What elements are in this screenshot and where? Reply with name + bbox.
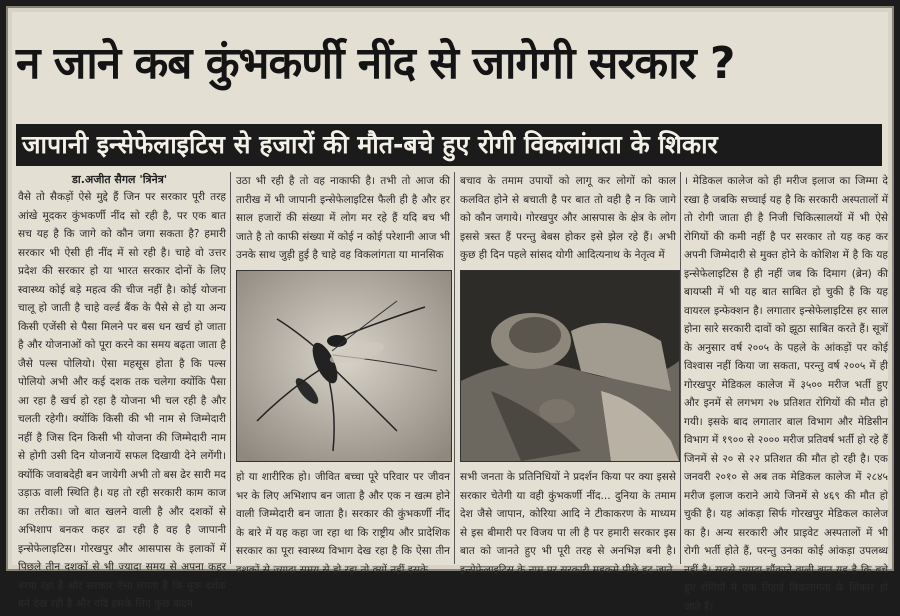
- column-divider: [454, 172, 455, 564]
- mosquito-image: [237, 271, 451, 461]
- patient-image: [461, 271, 679, 461]
- newspaper-clipping: [12, 12, 888, 613]
- byline: डा.अजीत सैगल 'त्रिनेत्र': [72, 173, 168, 186]
- headline: न जाने कब कुंभकर्णी नींद से जागेगी सरकार ?: [16, 38, 735, 89]
- column-divider: [230, 172, 231, 564]
- article-column-2-top: उठा भी रही है तो वह नाकाफी है। तभी तो आज की तारीख में भी जापानी इन्सेफेलाइटिस फैली ही है और हर साल हजारों की संख्या में लोग मर रहे हैं यदि बच भी जाते है तो काफी संख्या में कोई न कोई परेशानी आज भी उनके साथ जुड़ी हुई है चाहे वह विकलांगता या मानसिक: [236, 175, 450, 261]
- mosquito-photo: [236, 270, 452, 462]
- patient-photo: [460, 270, 680, 462]
- clipping-frame: [6, 6, 894, 613]
- article-column-3-top: बचाव के तमाम उपायों को लागू कर लोगों को काल कलवित होने से बचाती है पर बात तो वही है न कि जागे को कौन जगाये। गोरखपुर और आसपास के क्षेत्र के लोग इससे त्रस्त हैं परन्तु बेबस होकर इसे झेल रहे हैं। अभी कुछ ही दिन पहले सांसद योगी आदित्यनाथ के नेतृत्व में: [460, 175, 676, 261]
- column-divider: [680, 172, 681, 564]
- article-column-3-bottom: सभी जनता के प्रतिनिधियों ने प्रदर्शन किया पर क्या इससे सरकार चेतेगी या वही कुंभकर्णी नींद... दुनिया के तमाम देश जैसे जापान, कोरिया आदि ने टीकाकरण के माध्यम से इस बीमारी पर विजय पा ली है पर हमारी सरकार इस बात को जानते हुए भी पूरी तरह से अनभिज्ञ बनी है। इन्सेफेलाइटिस के नाम पर सरकारी महकमे पीछे हट जाते: [460, 471, 676, 576]
- subheadline-band: जापानी इन्सेफेलाइटिस से हजारों की मौत-बचे हुए रोगी विकलांगता के शिकार: [16, 124, 882, 166]
- article-column-4: । मेडिकल कालेज को ही मरीज इलाज का जिम्मा दे रखा है जबकि सच्चाई यह है कि सरकारी अस्पतालों में तो रोगी जाता ही है निजी चिकित्सालयों में भी ऐसे रोगियों की कमी नहीं है पर सरकार तो यह कह कर अपनी जिम्मेदारी से मुक्त होने के कोशिश में है कि यह इन्सेफेलाइटिस है ही नहीं जब कि दिमाग (ब्रेन) की बायप्सी में भी यह बात साबित हो चुकी है कि यह वायरल इन्फेक्शन है। लगातार इन्सेफेलाइटिस हर साल होना सारे सरकारी दावों को झूठा साबित करते हैं। सूत्रों के अनुसार वर्ष २००५ के पहले के आंकड़ों पर कोई विश्वास नहीं किया जा सकता, परन्तु वर्ष २००५ में ही गोरखपुर मेडिकल कालेज में ३५०० मरीज भर्ती हुए और इनमें से लगभग २७ प्रतिशत रोगियों की मौत हो गयी। इसके बाद लगातार बाल विभाग और मेडिसीन विभाग में १९०० से २००० मरीज प्रतिवर्ष भर्ती हो रहे हैं जिनमें से २० से २२ प्रतिशत की मौत हो रही है। एक जनवरी २०१० से अब तक मेडिकल कालेज में २८४५ मरीज इलाज कराने आये जिनमें से ४६९ की मौत हो चुकी है। यह आंकड़ा सिर्फ गोरखपुर मेडिकल कालेज का है। अन्य सरकारी और प्राइवेट अस्पतालों में भी रोगी भर्ती होते हैं, परन्तु उनका कोई आंकड़ा उपलब्ध नहीं है। सबसे ज्यादा चौंकाने वाली बात यह है कि बचे हुए रोगियों में एक तिहाई विकलांगता के शिकार हो जाते हैं।: [684, 175, 888, 613]
- article-column-2-bottom: हो या शारीरिक हो। जीवित बच्चा पूरे परिवार पर जीवन भर के लिए अभिशाप बन जाता है और एक न खत्म होने वाली जिम्मेदारी बन जाता है। सरकार की कुंभकर्णी नींद के बारे में यह कहा जा रहा था कि राष्ट्रीय और प्रादेशिक सरकार का पूरा स्वास्थ्य विभाग देख रहा है कि ऐसा तीन दशकों से ज्यादा समय से हो रहा तो क्यों नहीं इसके: [236, 471, 450, 576]
- article-column-1: वैसे तो सैकड़ों ऐसे मुद्दे हैं जिन पर सरकार पूरी तरह आंखे मूदकर कुंभकर्णी नींद सो रही है, पर एक बात सच यह है कि जागे को कौन जगा सकता है? हमारी सरकार भी ऐसी ही नींद में सो रही है। चाहे वो उत्तर प्रदेश की सरकार हो या भारत सरकार दोनों के लिए स्वास्थ्य कोई बड़े महत्व की चीज नहीं है। कोई योजना चालू हो जाती है चाहे वर्ल्ड बैंक के पैसे से हो या अन्य किसी एजेंसी से पैसा मिलने पर बस धन खर्च हो जाता है और योजनाओं को पूरा करने का समय बढ़ता जाता है जैसे पल्स पोलियो। ऐसा महसूस होता है कि पल्स पोलियो अभी और कई दशक तक चलेगा क्योंकि पैसा आ रहा है खर्च हो रहा है योजना भी चल रही है और चलती रहेगी। क्योंकि किसी की भी नाम से जिम्मेदारी नहीं है जिस दिन किसी भी योजना की जिम्मेदारी नाम से होगी उसी दिन योजनायें सफल दिखायी देने लगेंगी। क्योंकि जवाबदेही बन जायेगी अभी तो बस ढेर सारी मद उड़ाऊ वाली स्थिति है। यह तो रही सरकारी काम काज का तरीका। जो बात खलने वाली है और दशकों से अभिशाप बनकर कहर ढा रही है वह है जापानी इन्सेफेलाइटिस। गोरखपुर और आसपास के इलाकों में पिछले तीन दशकों से भी ज्यादा समय से अपना कहर बरपा रहा है और सरकार ऐसा लगता है कि मूक दर्शक बने देख रही है और यदि इसके लिए कुछ कदम: [18, 191, 226, 610]
